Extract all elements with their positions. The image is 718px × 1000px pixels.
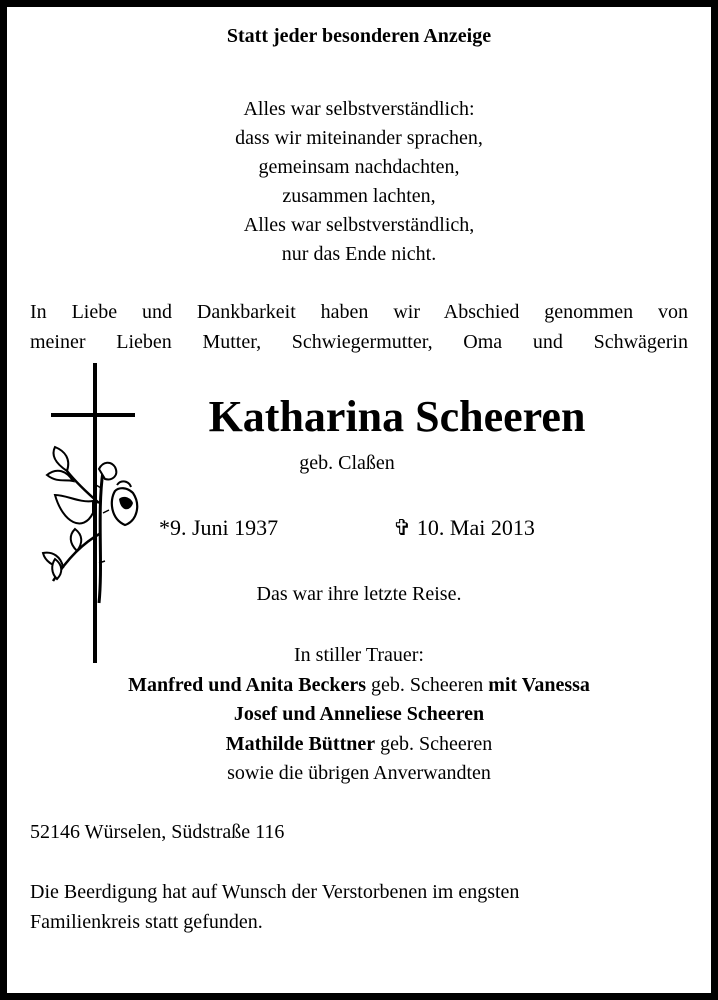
birth-name: geb. Claßen: [299, 452, 395, 474]
intro-line: meiner Lieben Mutter, Schwiegermutter, Oma und Schwägerin: [30, 331, 688, 353]
mourners-list: [7, 641, 711, 789]
poem-line: dass wir miteinander sprachen,: [235, 127, 483, 149]
death-date: ✞ 10. Mai 2013: [393, 515, 535, 540]
mourner-line: sowie die übrigen Anverwandten: [227, 762, 491, 784]
address: 52146 Würselen, Südstraße 116: [30, 821, 285, 843]
funeral-line: Familienkreis statt gefunden.: [30, 911, 263, 933]
funeral-line: Die Beerdigung hat auf Wunsch der Verstorbenen im engsten: [30, 881, 520, 903]
deceased-name: Katharina Scheeren: [208, 392, 586, 441]
birth-date: *9. Juni 1937: [159, 515, 279, 540]
intro-text: [30, 297, 688, 357]
mourner-names: Manfred und Anita Beckers: [128, 673, 367, 696]
cross-with-rose-icon: [33, 363, 143, 663]
poem-line: zusammen lachten,: [282, 185, 436, 207]
mourner-note: geb. Scheeren: [366, 673, 489, 696]
mourner-names: mit Vanessa: [488, 673, 590, 696]
farewell-verse: Das war ihre letzte Reise.: [256, 583, 462, 605]
funeral-note: [30, 877, 690, 937]
mourner-line: [7, 671, 711, 701]
poem-line: Alles war selbstverständlich,: [243, 214, 475, 236]
mourner-line: [7, 730, 711, 760]
mourner-names: Mathilde Büttner: [225, 732, 376, 755]
mourners-heading: In stiller Trauer:: [294, 644, 424, 666]
poem-line: gemeinsam nachdachten,: [258, 156, 460, 178]
mourner-line: Josef und Anneliese Scheeren: [233, 703, 485, 725]
notice-headline: Statt jeder besonderen Anzeige: [226, 25, 492, 47]
mourner-note: geb. Scheeren: [375, 732, 493, 755]
poem-line: Alles war selbstverständlich:: [243, 98, 475, 120]
poem-line: nur das Ende nicht.: [281, 243, 437, 265]
poem: [7, 95, 711, 269]
intro-line: In Liebe und Dankbarkeit haben wir Abschied genommen von: [30, 301, 688, 323]
